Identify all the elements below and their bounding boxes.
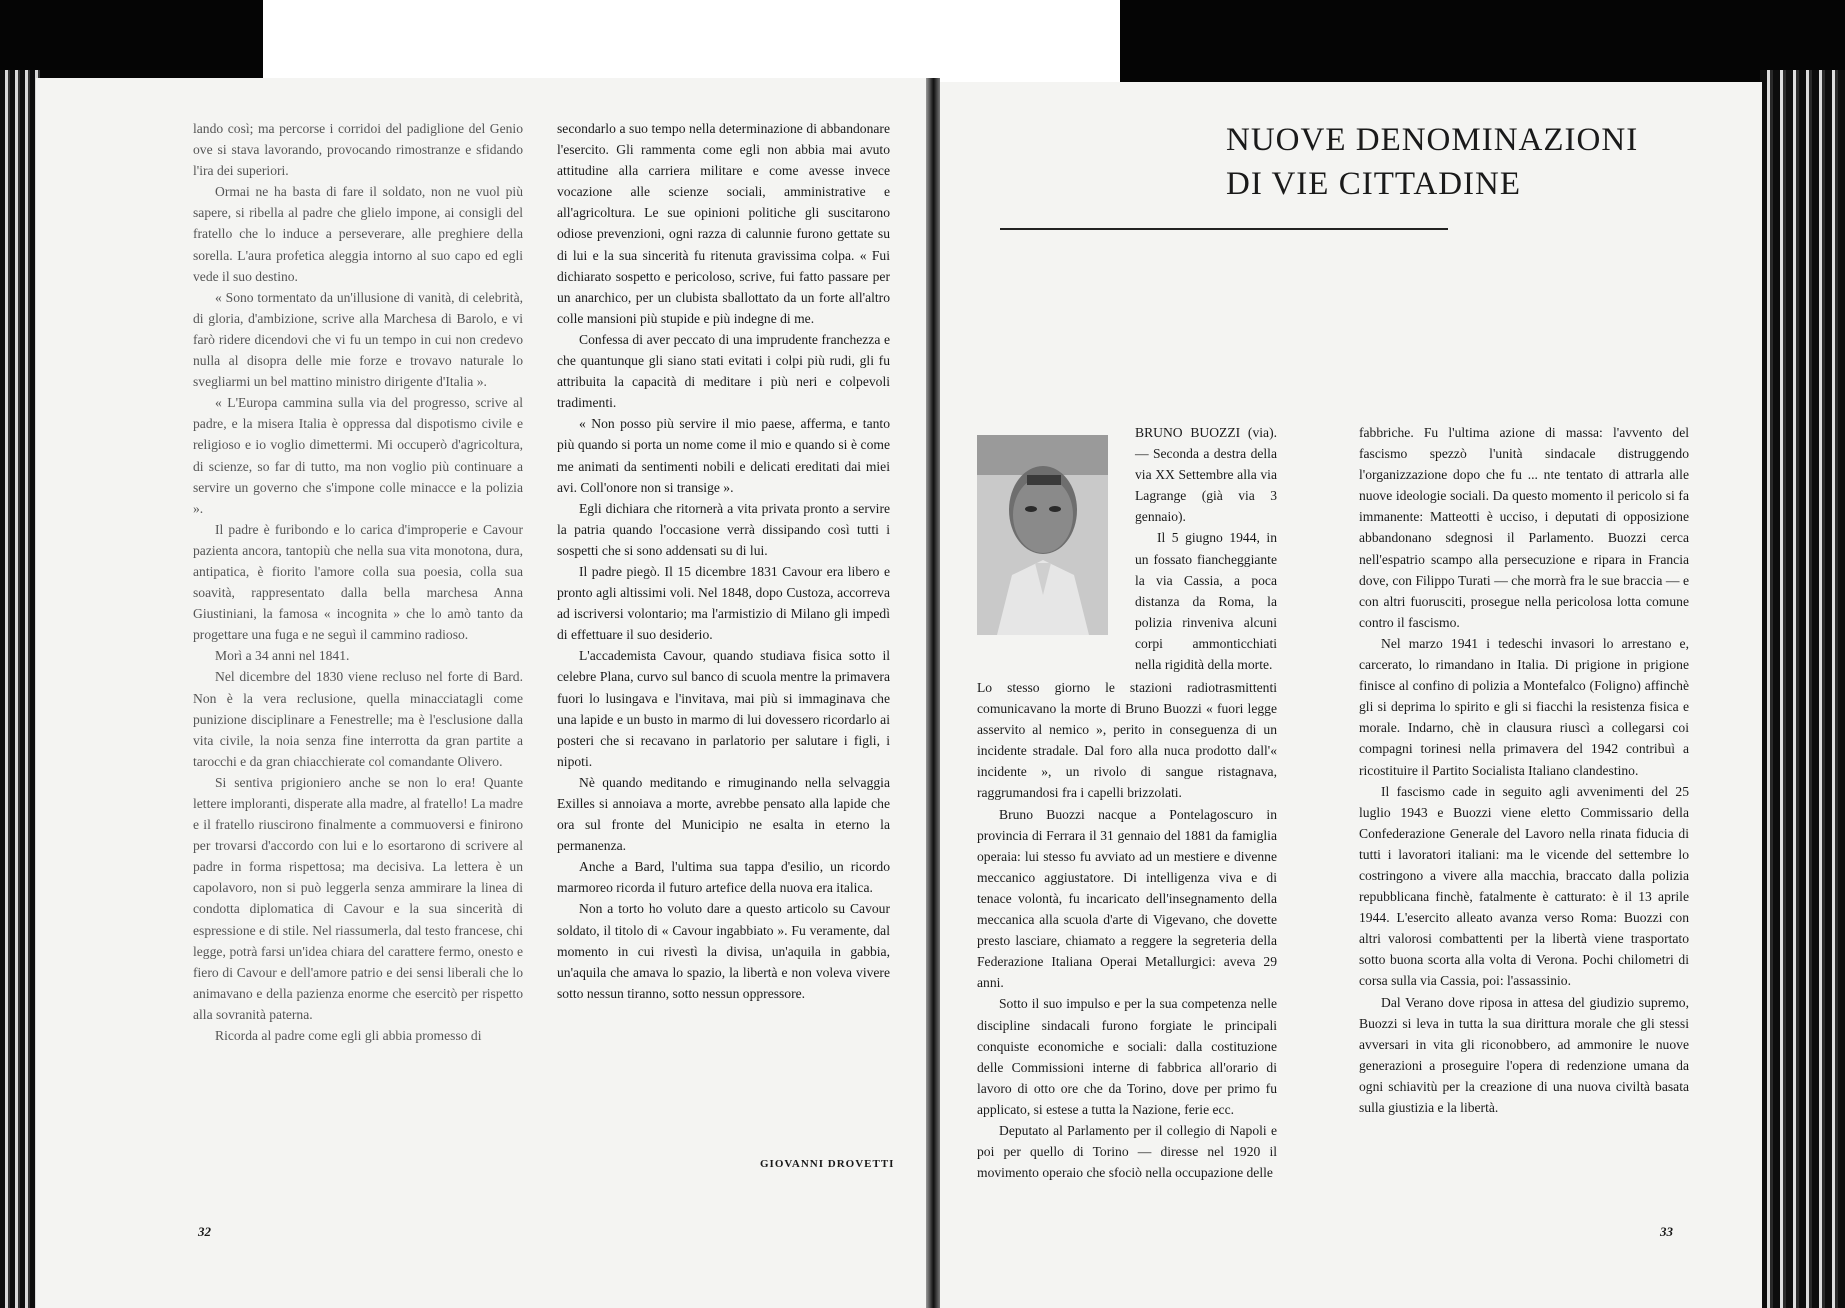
paragraph: Ormai ne ha basta di fare il soldato, non ne vuol più sapere, si ribella al padre che glielo impone, ai consigli del fratello che lo induce a perseverare, alle preghiere della sorella. L'aura profetica aleggia intorno al suo capo ed egli vede il suo destino.: [193, 184, 523, 284]
article-title: [1226, 118, 1746, 206]
paragraph: Bruno Buozzi nacque a Pontelagoscuro in provincia di Ferrara il 31 gennaio del 1881 da famiglia operaia: lui stesso fu avviato ad un mestiere e divenne meccanico aggiustatore. Di intelligenza viva e di tenace volontà, fu incaricato dell'insegnamento della meccanica alla scuola d'arte di Vigevano, che dovette presto lasciare, chiamato a reggere la segreteria della Federazione Italiana Operai Metallurgici: aveva 29 anni.: [977, 806, 1277, 991]
paragraph: Nel dicembre del 1830 viene recluso nel forte di Bard. Non è la vera reclusione, quella minacciatagli come punizione disciplinare a Fenestrelle; ma è l'esclusione dalla vita civile, la noia senza fine interrotta da gran partite a tarocchi e da gran chiacchierate col comandante Olivero.: [193, 669, 523, 769]
scan-background-right: [1120, 0, 1845, 92]
paragraph: « Sono tormentato da un'illusione di vanità, di celebrità, di gloria, d'ambizione, scrive alla Marchesa di Barolo, e vi farò ridere dicendovi che vi fu un tempo in cui non credevo nulla al disopra delle mie forze e trovavo naturale lo svegliarmi un bel mattino ministro dirigente d'Italia ».: [193, 289, 523, 390]
bio-name: BRUNO BUOZZI (via). — Seconda a destra della via XX Settembre alla via Lagrange (già via 3 gennaio).: [1135, 425, 1277, 525]
book-gutter: [926, 78, 940, 1308]
paragraph: Sotto il suo impulso e per la sua competenza nelle discipline sindacali furono forgiate le principali conquiste economiche e sociali: dalla costituzione delle Commissioni interne di fabbrica all'orario di lavoro di otto ore che da Torino, dove per primo fu applicato, si estese a tutta la Nazione, ferie ecc.: [977, 996, 1277, 1117]
paragraph: Nè quando meditando e rimuginando nella selvaggia Exilles si annoiava a morte, avrebbe pensato alla lapide che ora sul fronte del Municipio ne esalta in eterno la permanenza.: [557, 774, 890, 854]
left-column-2: [557, 118, 890, 1004]
paragraph: Ricorda al padre come egli gli abbia promesso di: [215, 1028, 482, 1044]
right-column-2: [1359, 422, 1689, 1118]
left-column-1: [193, 118, 523, 1046]
paragraph: « L'Europa cammina sulla via del progresso, scrive al padre, e la misera Italia è oppressa dal dispotismo civile e religioso e io voglio dimettermi. Mi occuperò d'agricoltura, di scienze, so far di tutto, ma non voglio più continuare a servire un governo che s'impone colle minacce e la polizia ».: [193, 395, 523, 516]
paragraph: secondarlo a suo tempo nella determinazione di abbandonare l'esercito. Gli rammenta come egli non abbia mai avuto attitudine alla carriera militare e come avesse invece vocazione alle scienze sociali, amministrative e all'agricoltura. Le sue opinioni politiche gli suscitarono odiose prevenzioni, ogni razza di calunnie furono gettate su di lui e la sua sincerità fu ritenuta gravissima colpa. « Fui dichiarato sospetto e pericoloso, scrive, fui fatto passare per un anarchico, per un clubista sballottato da un forte all'altro colle mansioni più stupide e più indegne di me.: [557, 121, 890, 326]
page-number-right: 33: [1660, 1224, 1673, 1239]
paragraph: L'accademista Cavour, quando studiava fisica sotto il celebre Plana, curvo sul banco di scuola mentre la primavera fuori lo lusingava e l'invitava, mai più si immaginava che una lapide e un busto in marmo di lui dovessero ricordarlo ai posteri che si recavano in parlatorio per salutare i figli, i nipoti.: [557, 648, 890, 769]
right-column-1: [977, 422, 1277, 1183]
paragraph: Lo stesso giorno le stazioni radiotrasmittenti comunicavano la morte di Bruno Buozzi « fuori legge asservito al nemico », perito in conseguenza di un incidente stradale. Dal foro alla nuca prodotto dall'« incidente », un rivolo di sangue ristagnava, raggrumandosi fra i capelli brizzolati.: [977, 680, 1277, 801]
title-rule: [1000, 228, 1448, 230]
author-signature: GIOVANNI DROVETTI: [760, 1158, 895, 1170]
paragraph: Dal Verano dove riposa in attesa del giudizio supremo, Buozzi si leva in tutta la sua dirittura morale che gli stessi avversari in vita gli riconobbero, ad ammonire le nuove generazioni a proseguire l'opera di redenzione umana da ogni schiavitù per la creazione di una nuova civiltà basata sulla giustizia e la libertà.: [1359, 994, 1689, 1115]
paragraph: Non a torto ho voluto dare a questo articolo su Cavour soldato, il titolo di « Cavour ingabbiato ». Fu veramente, dal momento in cui rivestì la divisa, un'aquila in gabbia, un'aquila che amava lo spazio, la libertà e non voleva vivere sotto nessun tiranno, sotto nessun oppressore.: [557, 901, 890, 1001]
title-line-1: NUOVE DENOMINAZIONI: [1226, 122, 1639, 158]
page-edges-left: [0, 70, 40, 1308]
page-number-left: 32: [198, 1224, 211, 1239]
paragraph: Il 5 giugno 1944, in un fossato fiancheggiante la via Cassia, a poca distanza da Roma, la polizia rinveniva alcuni corpi ammonticchiati nella rigidità della morte.: [1135, 530, 1277, 673]
paragraph: Egli dichiara che ritornerà a vita privata pronto a servire la patria quando l'occasione verrà dissipando così tutti i sospetti che si sono addensati su di lui.: [557, 500, 890, 558]
paragraph: « Non posso più servire il mio paese, afferma, e tanto più quando si porta un nome come il mio e quando si è come me animati da sentimenti nobili e delicati ereditati dai miei avi. Coll'onore non si transige ».: [557, 416, 890, 495]
page-edges-right: [1760, 70, 1845, 1308]
paragraph: Il padre è furibondo e lo carica d'improperie e Cavour pazienta ancora, tantopiù che nella sua vita monotona, dura, antipatica, è fiorito l'amore colla sua poesia, colla sua soavità, rappresentato dalla bella marchesa Anna Giustiniani, la famosa « incognita » che lo amò tanto da progettare una fuga e ne seguì il cammino radioso.: [193, 521, 523, 643]
paragraph: Il fascismo cade in seguito agli avvenimenti del 25 luglio 1943 e Buozzi viene eletto Commissario della Confederazione Generale del Lavoro nella rinata fiducia di tutti i lavoratori italiani: ma le vicende del settembre lo costringono a vivere alla macchia, braccato dalla polizia repubblicana finchè, fatalmente è catturato: è il 13 aprile 1944. L'esercito alleato avanza verso Roma: Buozzi con altri valorosi combattenti per la libertà viene trasportato sotto buona scorta alla volta di Verona. Pochi chilometri di corsa sulla via Cassia, poi: l'assassinio.: [1359, 783, 1689, 989]
paragraph: Deputato al Parlamento per il collegio di Napoli e poi per quello di Torino — diresse nel 1920 il movimento operaio che sfociò nella occupazione delle: [977, 1122, 1277, 1181]
paragraph: Confessa di aver peccato di una imprudente franchezza e che quantunque gli siano stati evitati i colpi più rudi, gli fu attribuita la capacità di meditare i più neri e colpevoli tradimenti.: [557, 331, 890, 411]
paragraph: Nel marzo 1941 i tedeschi invasori lo arrestano e, carcerato, lo rimandano in Italia. Di prigione in prigione finisce al confino di polizia a Montefalco (Foligno) affinchè gli si deprima lo spirito e gli si fiacchi la resistenza fisica e morale. Indarno, chè in clausura riuscì a collegarsi coi compagni torinesi nella primavera del 1942 contribuì a ricostituire il Partito Socialista Italiano clandestino.: [1359, 635, 1689, 778]
title-line-2: DI VIE CITTADINE: [1226, 166, 1522, 202]
paragraph: lando così; ma percorse i corridoi del padiglione del Genio ove si stava lavorando, provocando rimostranze e sfidando l'ira dei superiori.: [193, 121, 523, 179]
paragraph: fabbriche. Fu l'ultima azione di massa: l'avvento del fascismo spezzò l'unità sindacale distruggendo l'organizzazione dopo che fu ... nte tentato di attrarla alle nuove ideologie sociali. Da questo momento il pericolo si fa immanente: Matteotti è ucciso, i deputati di opposizione abbandonano sdegnosi il Parlamento. Buozzi cerca nell'espatrio scampo alla persecuzione e ripara in Francia dove, con Filippo Turati — che morrà fra le sue braccia — e con altri fuorusciti, prosegue nella pericolosa lotta comune contro il fascismo.: [1359, 425, 1689, 630]
bio-intro: [977, 422, 1277, 677]
paragraph: Morì a 34 anni nel 1841.: [215, 648, 350, 664]
paragraph: Anche a Bard, l'ultima sua tappa d'esilio, un ricordo marmoreo ricorda il futuro artefice della nuova era italica.: [557, 859, 890, 896]
paragraph: Si sentiva prigioniero anche se non lo era! Quante lettere imploranti, disperate alla madre, al fratello! La madre e il fratello riuscirono finalmente a commuoversi e finirono per trovarsi d'accordo con lui e lo esortarono di scrivere al padre in forma rispettosa; ma decisiva. La lettera è un capolavoro, non si può leggerla senza ammirare la linea di condotta diplomatica di Cavour e la sua sincerità di espressione e di stile. Nel riassumerla, dal testo francese, chi legge, potrà farsi un'idea chiara del carattere fermo, onesto e fiero di Cavour e dell'amore patrio e dei sensi liberali che lo animavano e della pazienza enorme che esercitò per rispetto alla sovranità paterna.: [193, 774, 523, 1022]
paragraph: Il padre piegò. Il 15 dicembre 1831 Cavour era libero e pronto agli altissimi voli. Nel 1848, dopo Custoza, accorreva ad iscriversi volontario; ma l'armistizio di Milano gli impedì di effettuare il suo desiderio.: [557, 563, 890, 643]
